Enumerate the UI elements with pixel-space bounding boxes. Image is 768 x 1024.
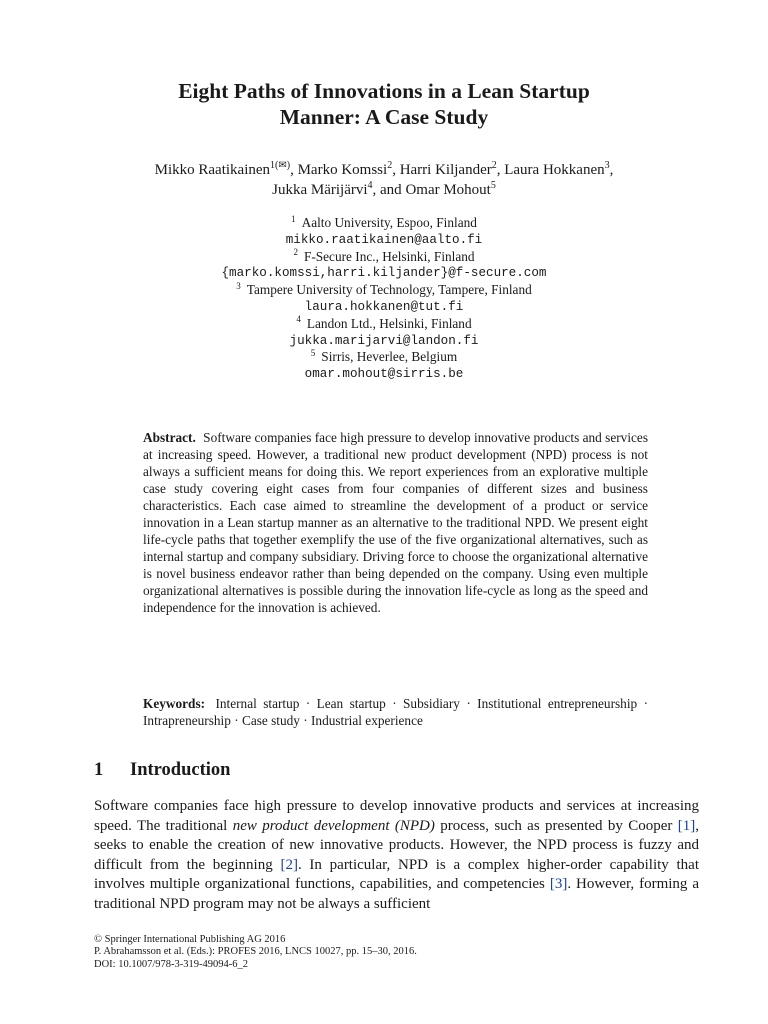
author-separator: , <box>290 162 298 178</box>
affiliation-email[interactable]: omar.mohout@sirris.be <box>304 367 464 382</box>
body-text: , seeks to enable the creation of new innovative products. However, the NPD process is fuzzy and difficult from the beginning <box>94 817 700 873</box>
author-name: Omar Mohout <box>405 182 491 198</box>
author-separator: , <box>496 162 505 178</box>
affiliation-name: Aalto University, Espoo, Finland <box>301 215 477 230</box>
abstract-label: Abstract. <box>143 430 196 445</box>
affiliation <box>84 215 684 232</box>
affiliation-email[interactable]: {marko.komssi,harri.kiljander}@f-secure.com <box>221 266 547 281</box>
keywords-label: Keywords: <box>143 696 206 711</box>
author-name: Marko Komssi <box>297 162 388 178</box>
intro-paragraph <box>94 797 699 914</box>
author-separator: , <box>609 162 614 178</box>
section-heading <box>94 758 230 782</box>
abstract <box>143 429 648 616</box>
affiliation <box>84 282 684 299</box>
author-affil-mark: 2 <box>491 160 497 171</box>
paper-title <box>84 78 684 130</box>
section-title: Introduction <box>130 760 231 780</box>
author-separator: , <box>392 162 400 178</box>
affiliation-number: 3 <box>236 280 241 291</box>
affiliation-email[interactable]: mikko.raatikainen@aalto.fi <box>285 232 483 247</box>
page-footer <box>94 934 417 971</box>
affiliation-number: 4 <box>296 314 301 325</box>
body-text: . However, forming a traditional NPD program may not be always a sufficient <box>94 876 699 912</box>
author-affil-mark: 5 <box>490 180 496 191</box>
affiliation <box>84 349 684 366</box>
title-line-2: Manner: A Case Study <box>279 105 489 129</box>
proceedings-line: P. Abrahamsson et al. (Eds.): PROFES 2016, LNCS 10027, pp. 15–30, 2016. <box>94 946 417 958</box>
body-emphasis: new product development (NPD) <box>232 817 435 834</box>
affiliation-name: Tampere University of Technology, Tampere, Finland <box>246 282 532 298</box>
body-text: . In particular, NPD is a complex higher-order capability that involves multiple organizational functions, capabilities, and competencies <box>94 856 699 892</box>
keywords-text: Internal startup · Lean startup · Subsidiary · Institutional entrepreneurship · Intrapreneurship · Case study · Industrial experience <box>143 696 648 728</box>
citation-link[interactable]: [2] <box>280 856 298 873</box>
affiliation-name: Landon Ltd., Helsinki, Finland <box>306 315 472 331</box>
abstract-text: Software companies face high pressure to develop innovative products and services at increasing speed. However, a traditional new product development (NPD) process is not always a sufficient means for doing this. We report experiences from an explorative multiple case study covering eight cases from four companies of different sizes and business characteristics. Each case aimed to streamline the development of a product or service innovation in a Lean startup manner as an alternative to the traditional NPD. We present eight life-cycle paths that together exemplify the use of the five organizational alternatives, such as internal startup and company subsidiary. Driving force to choose the organizational alternative is novel business endeavor rather than being depended on the company. Using even multiple organizational alternatives is possible during the innovation life-cycle as long as the speed and independence for the innovation is achieved. <box>143 430 648 615</box>
author-name: Jukka Märijärvi <box>272 182 368 198</box>
keywords <box>143 695 648 729</box>
affiliation-number: 1 <box>291 213 296 224</box>
section-number: 1 <box>94 760 104 780</box>
author-affil-mark: 2 <box>387 160 393 171</box>
author-name: Laura Hokkanen <box>504 162 605 178</box>
affiliation-number: 5 <box>310 347 316 358</box>
doi-line: DOI: 10.1007/978-3-319-49094-6_2 <box>94 958 248 970</box>
affiliation-email[interactable]: laura.hokkanen@tut.fi <box>304 299 464 314</box>
author-list <box>84 160 684 200</box>
copyright-line: © Springer International Publishing AG 2016 <box>94 934 286 945</box>
affiliation-email[interactable]: jukka.marijarvi@landon.fi <box>289 333 479 348</box>
body-text: Software companies face high pressure to develop innovative products and services at increasing speed. The traditional <box>94 798 699 834</box>
affiliation-name: Sirris, Heverlee, Belgium <box>321 349 458 365</box>
author-affil-mark: 3 <box>604 160 610 171</box>
title-line-1: Eight Paths of Innovations in a Lean Startup <box>178 79 590 103</box>
citation-link[interactable]: [3] <box>549 876 568 892</box>
affiliation <box>84 316 684 333</box>
citation-link[interactable]: [1] <box>677 817 696 834</box>
author-name: Harri Kiljander <box>399 162 492 178</box>
author-separator: , and <box>372 182 406 198</box>
author-affil-mark: 1(✉) <box>270 160 291 171</box>
author-affil-mark: 4 <box>367 180 373 191</box>
body-text: process, such as presented by Cooper <box>434 817 678 834</box>
affiliation <box>84 249 684 266</box>
author-name: Mikko Raatikainen <box>154 162 271 178</box>
affiliation-list <box>84 215 684 383</box>
affiliation-number: 2 <box>293 247 298 258</box>
affiliation-name: F-Secure Inc., Helsinki, Finland <box>303 248 475 264</box>
